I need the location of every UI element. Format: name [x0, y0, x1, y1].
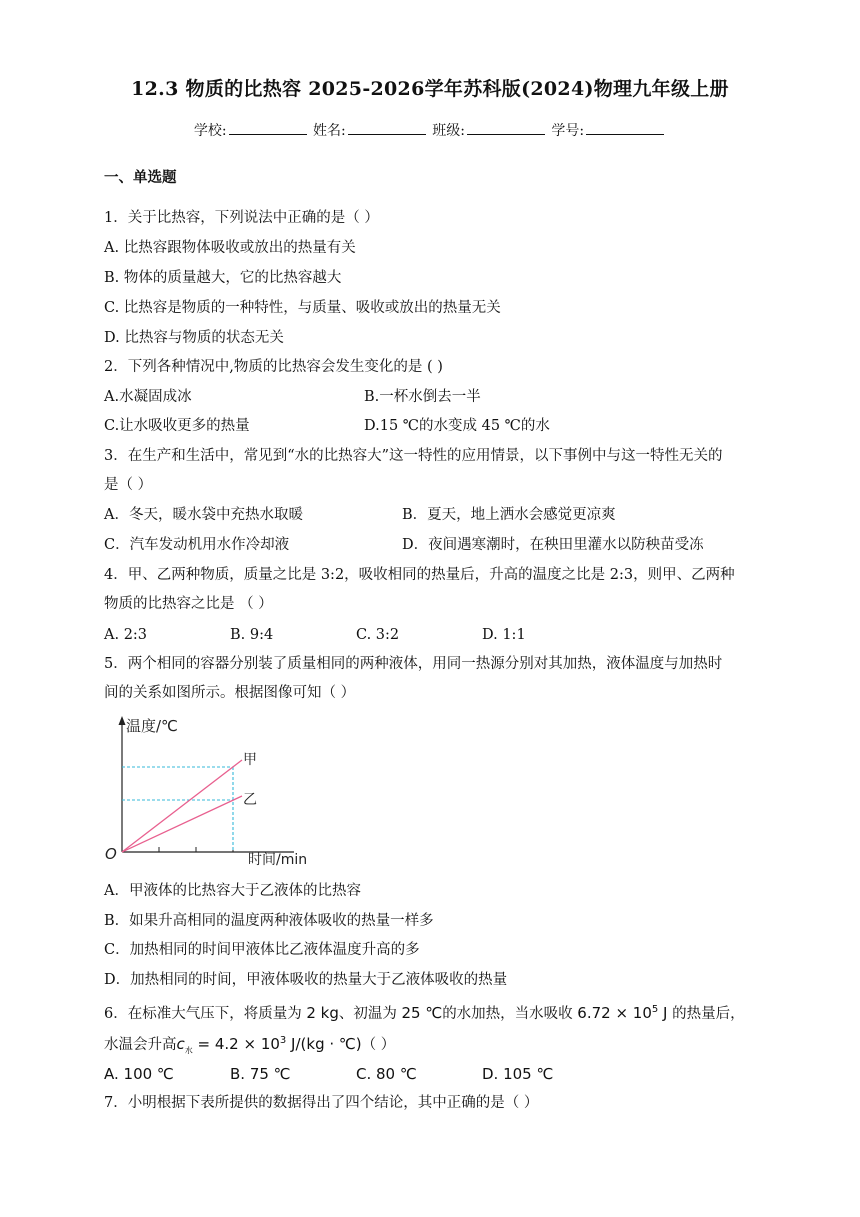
q6-text: 的水加热，当水吸收	[442, 1006, 578, 1022]
page-title: 12.3 物质的比热容 2025-2026学年苏科版(2024)物理九年级上册	[131, 78, 729, 100]
question-6-stem-line-2	[104, 1031, 395, 1061]
y-axis-arrow	[119, 716, 126, 725]
graph-svg	[104, 712, 334, 872]
number-field[interactable]	[586, 120, 664, 135]
question-5-stem-line-2: 间的关系如图所示。根据图像可知（ ）	[104, 685, 356, 701]
q6-c-value: = 4.2 × 10	[192, 1035, 280, 1053]
question-4-option-a: A. 2:3	[104, 627, 148, 643]
x-axis-label: 时间/min	[248, 852, 308, 868]
question-2-option-d: D.15 ℃的水变成 45 ℃的水	[364, 418, 550, 434]
question-2-option-c: C.让水吸收更多的热量	[104, 418, 250, 434]
question-3-option-d: D．夜间遇寒潮时，在秧田里灌水以防秧苗受冻	[402, 537, 704, 553]
y-axis-label: 温度/℃	[126, 717, 178, 735]
school-label: 学校:	[193, 123, 227, 139]
question-3-stem-line-1: 3．在生产和生活中，常见到“水的比热容大”这一特性的应用情景，以下事例中与这一特性无关的	[104, 448, 723, 464]
name-field[interactable]	[348, 120, 426, 135]
question-1-stem: 1．关于比热容，下列说法中正确的是（ ）	[104, 210, 379, 226]
series-jia-line	[122, 760, 242, 852]
student-info-line	[0, 120, 860, 140]
q6-text: 、初温为	[338, 1006, 402, 1022]
section-heading: 一、单选题	[104, 169, 177, 186]
q6-c-exp: 3	[279, 1035, 287, 1046]
question-6-option-d: D. 105 ℃	[482, 1065, 554, 1083]
question-1-option-c: C. 比热容是物质的一种特性，与质量、吸收或放出的热量无关	[104, 300, 501, 316]
question-1-option-b: B. 物体的质量越大，它的比热容越大	[104, 270, 342, 286]
q6-heat-exp: 5	[651, 1004, 659, 1015]
name-label: 姓名:	[313, 123, 346, 139]
question-5-option-d: D．加热相同的时间，甲液体吸收的热量大于乙液体吸收的热量	[104, 972, 508, 988]
question-2-option-b: B.一杯水倒去一半	[364, 389, 481, 405]
q6-mass: 2 kg	[306, 1004, 339, 1022]
q6-c-unit: J/(kg · ℃)	[286, 1035, 362, 1053]
q6-c-formula	[177, 1035, 362, 1053]
q6-text: （ ）	[361, 1037, 396, 1053]
class-field[interactable]	[467, 120, 545, 135]
question-2-option-a: A.水凝固成冰	[104, 389, 192, 405]
q6-temp: 25 ℃	[401, 1004, 443, 1022]
question-4-option-c: C. 3:2	[356, 627, 400, 643]
question-4-option-b: B. 9:4	[230, 627, 274, 643]
series-yi-line	[122, 796, 242, 852]
number-label: 学号:	[551, 123, 585, 139]
question-4-stem-line-1: 4．甲、乙两种物质，质量之比是 3:2，吸收相同的热量后，升高的温度之比是 2:3，则甲、乙两种	[104, 567, 735, 583]
q6-text: 的热量后，	[667, 1006, 745, 1022]
question-5-option-b: B．如果升高相同的温度两种液体吸收的热量一样多	[104, 913, 434, 929]
question-3-stem-line-2: 是（ ）	[104, 477, 153, 493]
question-6-stem-line-1	[104, 1000, 745, 1024]
question-1-option-d: D. 比热容与物质的状态无关	[104, 330, 284, 346]
q6-c-sub: 水	[184, 1046, 193, 1055]
question-3-option-c: C．汽车发动机用水作冷却液	[104, 537, 290, 553]
question-1-option-a: A. 比热容跟物体吸收或放出的热量有关	[104, 240, 356, 256]
question-4-stem-line-2: 物质的比热容之比是 （ ）	[104, 596, 273, 612]
class-label: 班级:	[432, 123, 465, 139]
series-yi-label: 乙	[243, 792, 257, 808]
school-field[interactable]	[229, 120, 307, 135]
q6-text: 6．在标准大气压下，将质量为	[104, 1006, 307, 1022]
origin-label: O	[105, 845, 117, 863]
question-6-option-a: A. 100 ℃	[104, 1065, 174, 1083]
question-4-option-d: D. 1:1	[482, 627, 526, 643]
question-3-option-b: B．夏天，地上洒水会感觉更凉爽	[402, 507, 616, 523]
q6-heat	[577, 1004, 667, 1022]
temperature-time-graph	[104, 712, 334, 872]
question-6-option-c: C. 80 ℃	[356, 1065, 417, 1083]
question-7-stem: 7．小明根据下表所提供的数据得出了四个结论，其中正确的是（ ）	[104, 1095, 539, 1111]
series-jia-label: 甲	[243, 752, 257, 768]
question-5-option-a: A．甲液体的比热容大于乙液体的比热容	[104, 883, 361, 899]
question-5-stem-line-1: 5．两个相同的容器分别装了质量相同的两种液体，用同一热源分别对其加热，液体温度与加热时	[104, 656, 723, 672]
question-6-option-b: B. 75 ℃	[230, 1065, 291, 1083]
question-5-option-c: C．加热相同的时间甲液体比乙液体温度升高的多	[104, 942, 420, 958]
q6-text: 水温会升高	[104, 1037, 177, 1053]
question-3-option-a: A．冬天，暖水袋中充热水取暖	[104, 507, 303, 523]
q6-heat-base: 6.72 × 10	[577, 1004, 652, 1022]
question-2-stem: 2．下列各种情况中,物质的比热容会发生变化的是 ( )	[104, 359, 443, 375]
q6-c-symbol: c	[176, 1035, 185, 1053]
q6-heat-unit: J	[658, 1004, 668, 1022]
